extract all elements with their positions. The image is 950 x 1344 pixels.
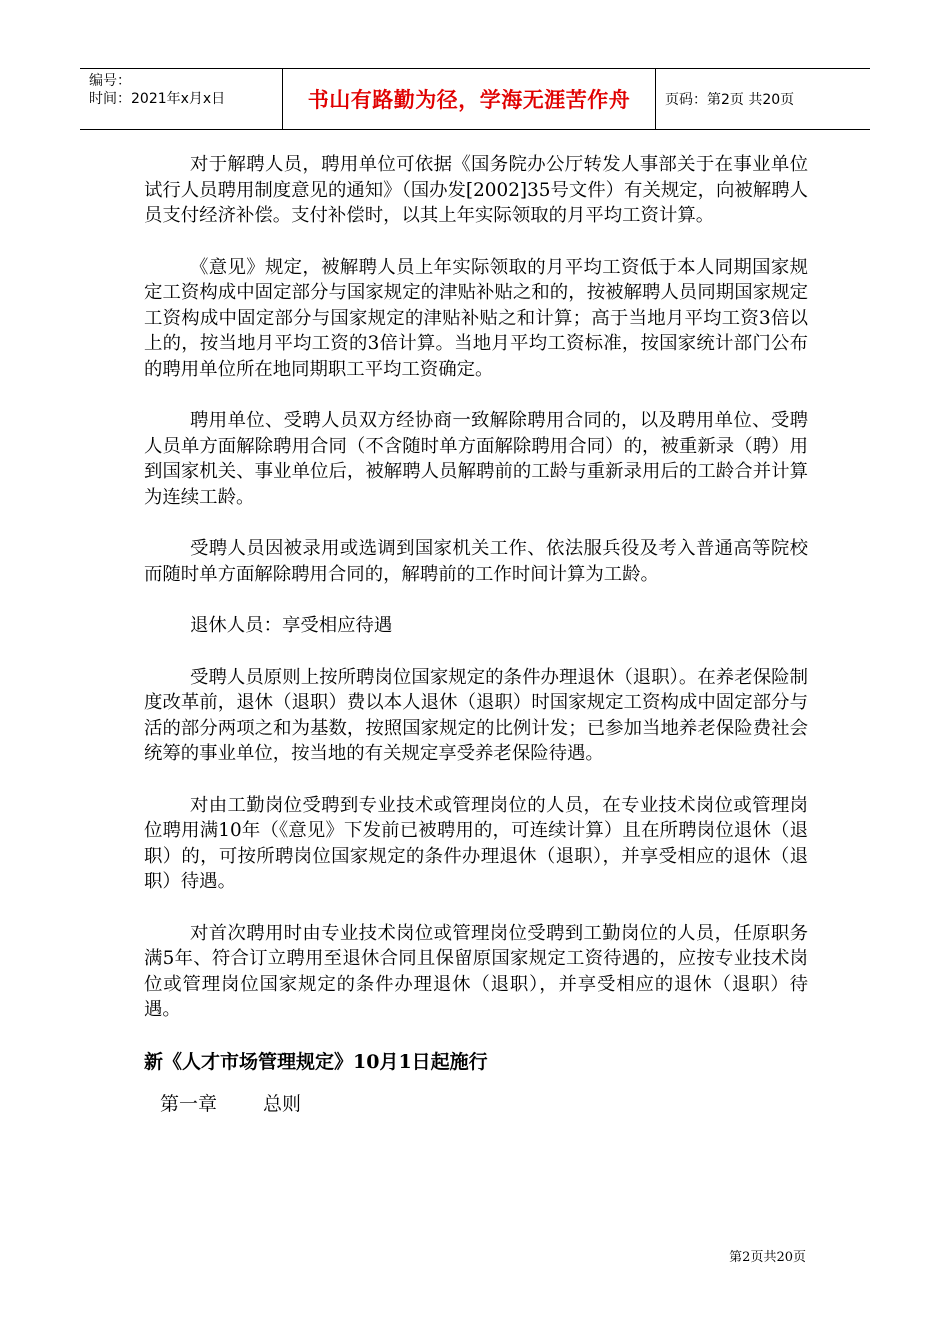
header-table [80,68,870,130]
paragraph: 退休人员：享受相应待遇 [190,615,393,636]
paragraph: 受聘人员因被录用或选调到国家机关工作、依法服兵役及考入普通高等院校而随时单方面解除聘用合同的，解聘前的工作时间计算为工龄。 [144,538,808,585]
paragraph: 聘用单位、受聘人员双方经协商一致解除聘用合同的，以及聘用单位、受聘人员单方面解除聘用合同（不含随时单方面解除聘用合同）的，被重新录（聘）用到国家机关、事业单位后，被解聘人员解聘前的工龄与重新录用后的工龄合并计算为连续工龄。 [144,410,808,508]
paragraph: 受聘人员原则上按所聘岗位国家规定的条件办理退休（退职）。在养老保险制度改革前，退休（退职）费以本人退休（退职）时国家规定工资构成中固定部分与活的部分两项之和为基数，按照国家规定的比例计发；已参加当地养老保险费社会统筹的事业单位，按当地的有关规定享受养老保险待遇。 [144,666,808,764]
header-motto: 书山有路勤为径，学海无涯苦作舟 [283,69,656,129]
document-time-label: 时间：2021年x月x日 [89,91,226,107]
section-title: 新《人才市场管理规定》10月1日起施行 [144,1050,488,1073]
chapter-number: 第一章 [160,1092,218,1115]
paragraph: 对于解聘人员，聘用单位可依据《国务院办公厅转发人事部关于在事业单位试行人员聘用制度意见的通知》（国办发[2002]35号文件）有关规定，向被解聘人员支付经济补偿。支付补偿时，以其上年实际领取的月平均工资计算。 [144,154,808,226]
document-body [144,152,808,1117]
paragraph: 对首次聘用时由专业技术岗位或管理岗位受聘到工勤岗位的人员，任原职务满5年、符合订立聘用至退休合同且保留原国家规定工资待遇的，应按专业技术岗位或管理岗位国家规定的条件办理退休（退职），并享受相应的退休（退职）待遇。 [144,922,808,1020]
document-number-label: 编号： [89,73,131,89]
paragraph: 对由工勤岗位受聘到专业技术或管理岗位的人员，在专业技术岗位或管理岗位聘用满10年（《意见》下发前已被聘用的，可连续计算）且在所聘岗位退休（退职）的，可按所聘岗位国家规定的条件办理退休（退职），并享受相应的退休（退职）待遇。 [144,794,808,892]
paragraph: 《意见》规定，被解聘人员上年实际领取的月平均工资低于本人同期国家规定工资构成中固定部分与国家规定的津贴补贴之和的，按被解聘人员同期国家规定工资构成中固定部分与国家规定的津贴补贴之和计算；高于当地月平均工资3倍以上的，按当地月平均工资的3倍计算。当地月平均工资标准，按国家统计部门公布的聘用单位所在地同期职工平均工资确定。 [144,256,808,380]
chapter-heading [144,1091,808,1117]
footer-page-number: 第2页共20页 [729,1250,806,1265]
chapter-name: 总则 [263,1092,302,1115]
header-meta-cell [80,69,283,129]
header-page-number: 页码：第2页 共20页 [665,92,795,108]
